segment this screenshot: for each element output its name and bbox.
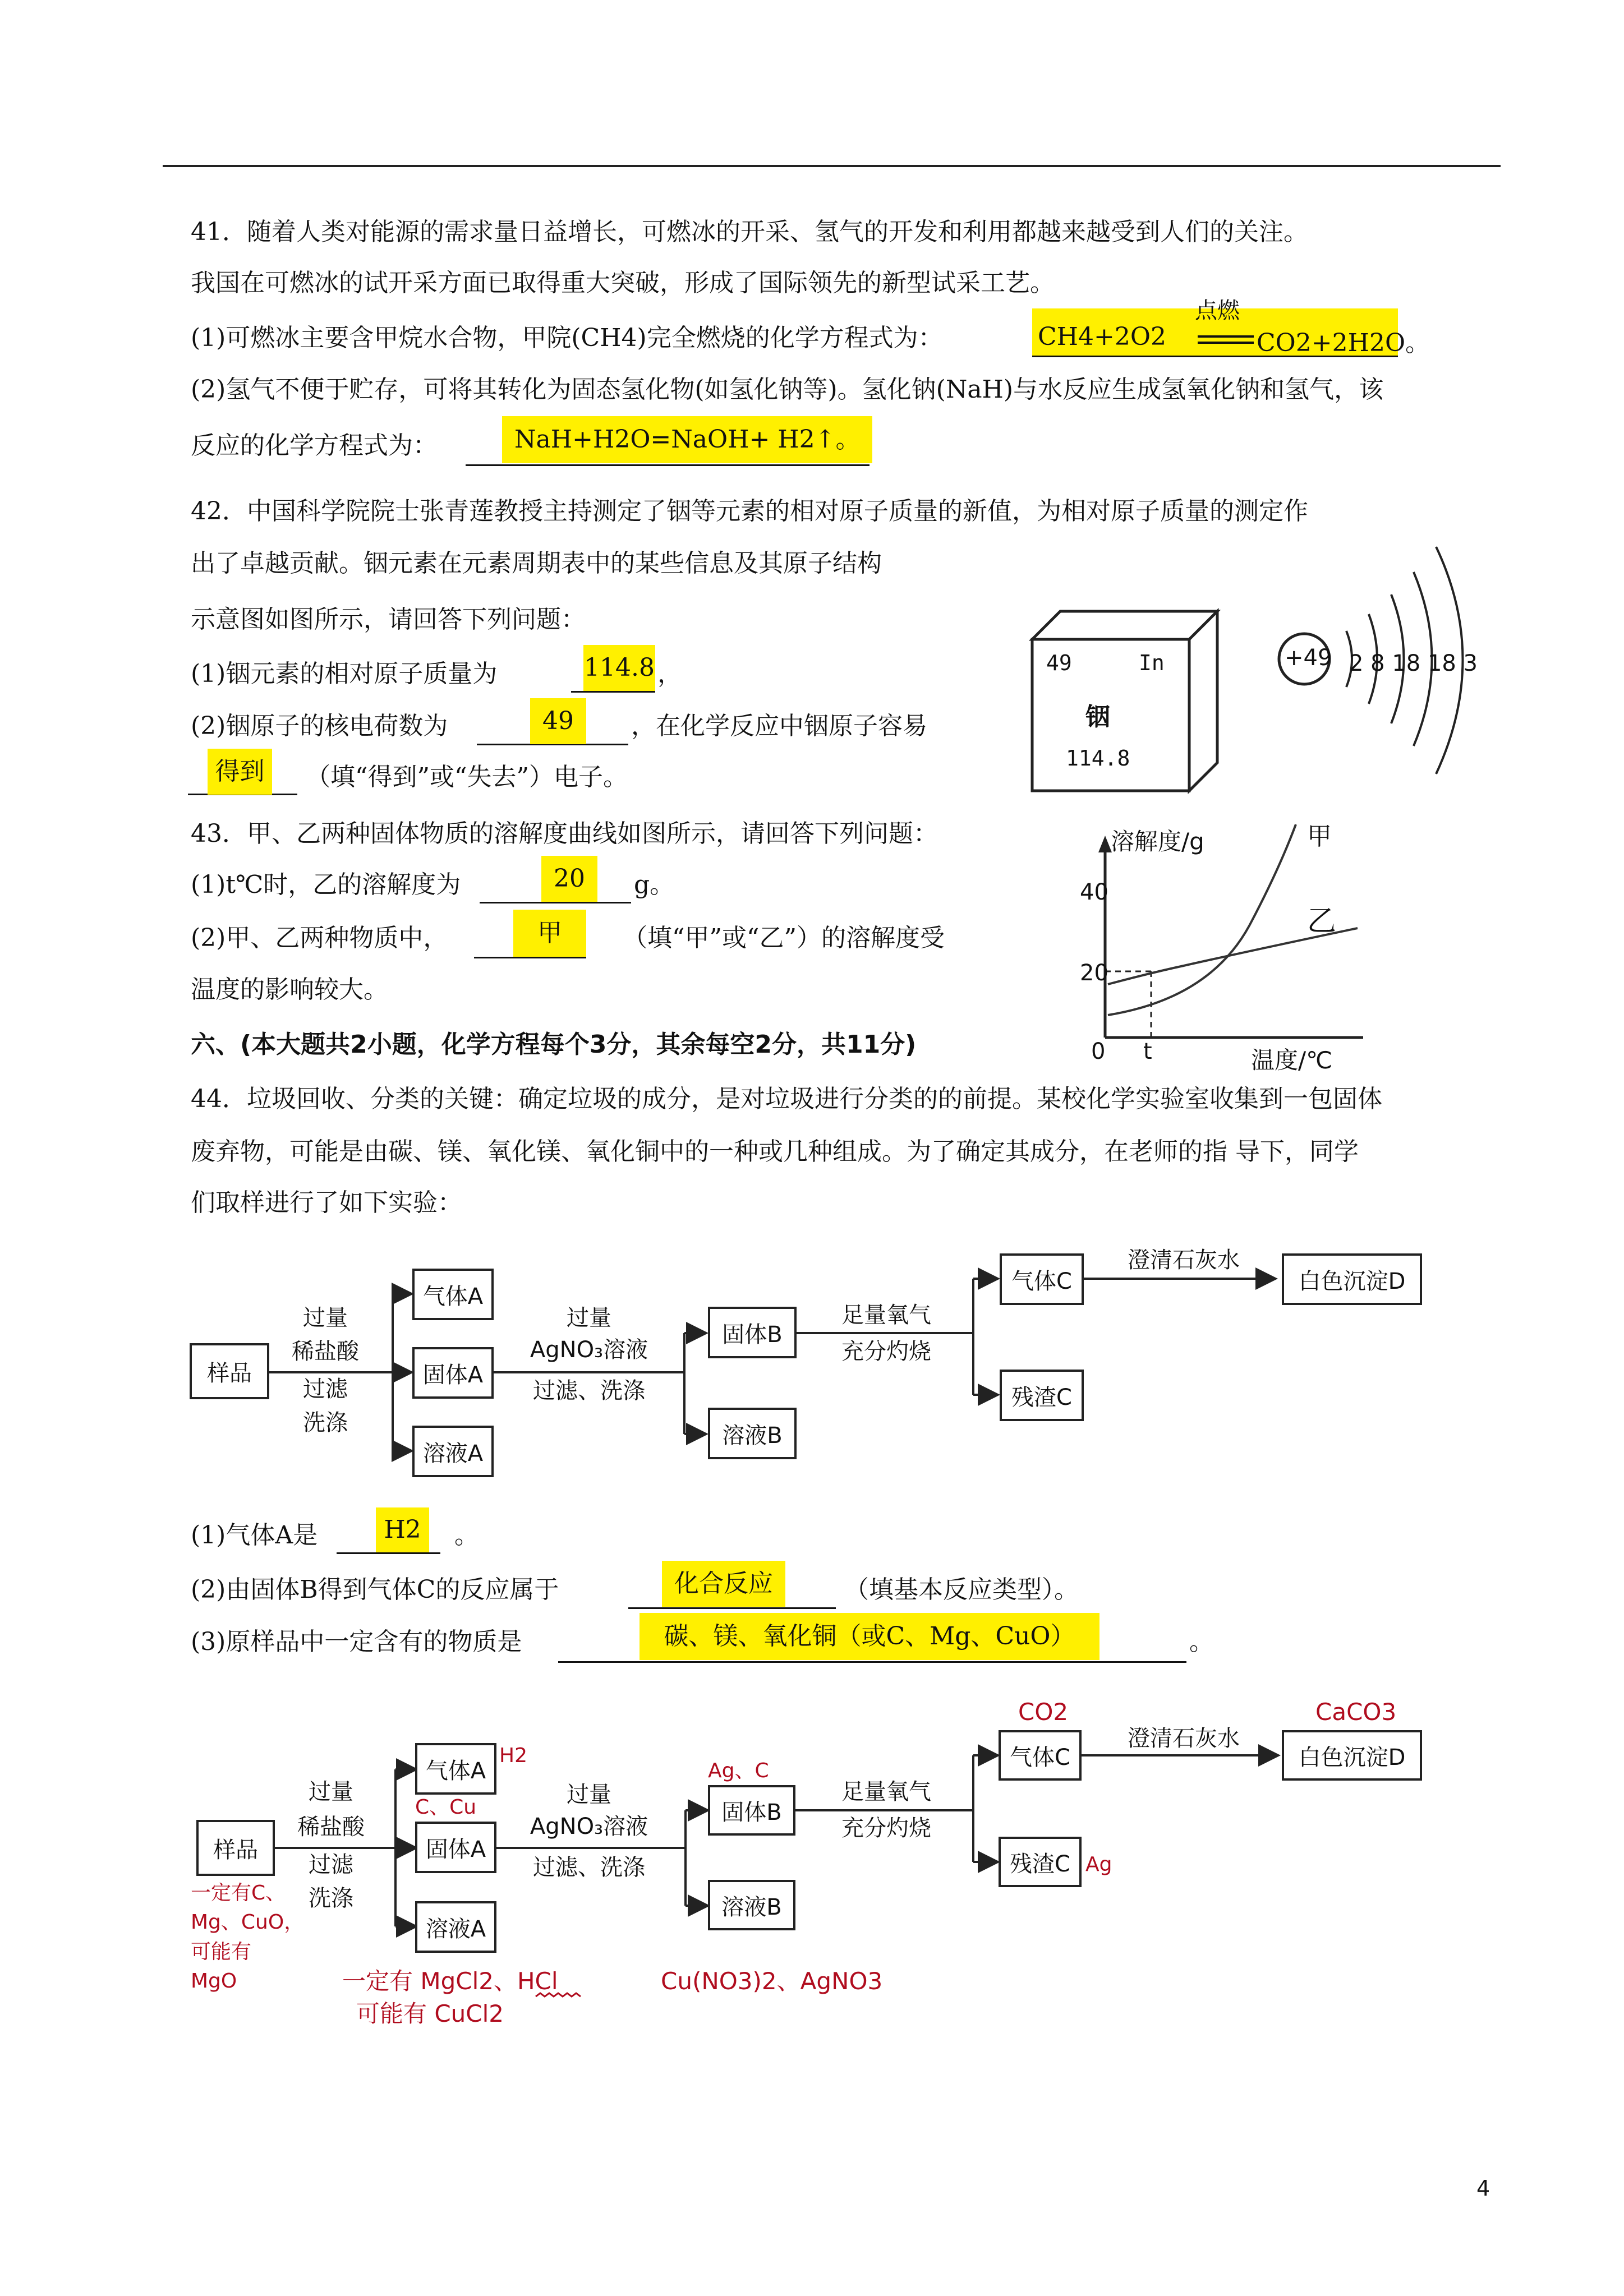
- annot-sample-note1: 一定有C、: [191, 1882, 286, 1905]
- flow2-solidA-box: 固体A: [415, 1822, 496, 1873]
- flow1-solutionB-box: 溶液B: [708, 1408, 797, 1459]
- q44-intro-line2: 废弃物，可能是由碳、镁、氧化镁、氧化铜中的一种或几种组成。为了确定其成分，在老师的指 导下，同学: [191, 1137, 1359, 1166]
- q41-part2-text: 反应的化学方程式为：: [191, 431, 438, 460]
- flow2-sample-box: 样品: [196, 1820, 275, 1876]
- flow2-step4: 澄清石灰水: [1128, 1726, 1240, 1751]
- q43-part2-text3: 温度的影响较大。: [191, 975, 388, 1004]
- element-mass: 114.8: [1066, 746, 1130, 771]
- flow1-step2-mid: AgNO₃溶液: [530, 1337, 648, 1363]
- q43-intro: 43．甲、乙两种固体物质的溶解度曲线如图所示，请回答下列问题：: [191, 819, 938, 848]
- flow2-step1-b: 洗涤: [309, 1885, 353, 1911]
- element-symbol: In: [1139, 651, 1165, 675]
- chart-ylabel: 溶解度/g: [1111, 828, 1204, 855]
- flow1-step2-bot: 过滤、洗涤: [533, 1378, 645, 1404]
- atom-shell-electrons: 2 8 18 18 3: [1349, 651, 1478, 676]
- flow1-step3-bot: 充分灼烧: [841, 1339, 931, 1364]
- flow1-solidA-box: 固体A: [412, 1347, 494, 1399]
- q42-intro-line3: 示意图如图所示，请回答下列问题：: [191, 605, 586, 634]
- flow2-solutionB-box: 溶液B: [708, 1880, 795, 1930]
- element-atomic-number: 49: [1046, 651, 1072, 675]
- q41-answer-right: CO2+2H2O。: [1257, 329, 1430, 357]
- flow1-precipitateD-box: 白色沉淀D: [1282, 1253, 1422, 1305]
- q42-part2-text2: ，在化学反应中铟原子容易: [631, 712, 927, 740]
- page-number: 4: [1476, 2176, 1490, 2201]
- q42-part1-end: ，: [657, 660, 682, 688]
- q42-part2-text3: （填“得到”或“失去”）电子。: [306, 763, 628, 791]
- q41-part2-blank: [466, 464, 869, 466]
- flow2-step1-top: 过量: [309, 1779, 353, 1805]
- q43-part2-text: (2)甲、乙两种物质中，: [191, 924, 448, 952]
- annot-ag: Ag: [1085, 1853, 1112, 1876]
- q44-part1-blank: [337, 1552, 440, 1554]
- annot-c-cu: C、Cu: [415, 1796, 477, 1819]
- flow1-gasA-box: 气体A: [412, 1269, 494, 1320]
- flow2-residueC-box: 残渣C: [999, 1837, 1082, 1887]
- q43-part1-text: (1)t℃时，乙的溶解度为: [191, 870, 461, 899]
- header-rule: [163, 165, 1501, 167]
- flow1-sample-box: 样品: [190, 1343, 269, 1399]
- q42-part2-text: (2)铟原子的核电荷数为: [191, 712, 448, 740]
- annot-caco3: CaCO3: [1315, 1698, 1397, 1726]
- flow1-residueC-box: 残渣C: [1000, 1370, 1084, 1421]
- q43-part1-unit: g。: [634, 870, 675, 899]
- flow2-step1-a: 过滤: [309, 1852, 353, 1878]
- q41-intro-line1: 41．随着人类对能源的需求量日益增长，可燃冰的开采、氢气的开发和利用都越来越受到人们的关注。: [191, 218, 1308, 246]
- q41-part2-answer: NaH+H2O=NaOH+ H2↑。: [502, 416, 872, 463]
- q44-intro-line3: 们取样进行了如下实验：: [191, 1188, 462, 1217]
- chart-tick-40: 40: [1080, 879, 1108, 905]
- flow2-solutionA-box: 溶液A: [415, 1901, 496, 1953]
- q41-equals-sign: [1198, 335, 1254, 338]
- q43-part2-answer: 甲: [513, 910, 586, 957]
- q44-intro-line1: 44．垃圾回收、分类的关键：确定垃圾的成分，是对垃圾进行分类的的前提。某校化学实验室收集到一包固体: [191, 1085, 1382, 1113]
- q41-part1: [191, 321, 943, 355]
- q44-part1-end: 。: [454, 1521, 479, 1550]
- flow1-step1-mid: 稀盐酸: [292, 1339, 359, 1364]
- chart-origin: 0: [1091, 1039, 1106, 1064]
- annot-h2: H2: [499, 1744, 527, 1767]
- q44-part3-end: 。: [1189, 1628, 1214, 1656]
- q42-intro-line2: 出了卓越贡献。铟元素在元素周期表中的某些信息及其原子结构: [191, 549, 882, 578]
- annot-sample-note4: MgO: [191, 1970, 237, 1993]
- flow2-step2-top: 过量: [567, 1782, 611, 1808]
- chart-tick-t: t: [1143, 1039, 1152, 1064]
- q44-part1-text: (1)气体A是: [191, 1521, 318, 1550]
- flow1-step4: 澄清石灰水: [1128, 1247, 1240, 1273]
- q44-part2-answer: 化合反应: [662, 1561, 785, 1607]
- q44-part2-end: （填基本反应类型）。: [844, 1575, 1079, 1604]
- flow1-step1-b: 洗涤: [303, 1410, 348, 1436]
- annot-sample-note3: 可能有: [191, 1940, 252, 1963]
- q44-part3-text: (3)原样品中一定含有的物质是: [191, 1628, 522, 1656]
- flow2-solidB-box: 固体B: [708, 1785, 795, 1836]
- q41-part1-text: (1)可燃冰主要含甲烷水合物，甲院(CH4)完全燃烧的化学方程式为：: [191, 324, 943, 352]
- q43-part1-blank: [480, 902, 631, 903]
- q41-part2-line1: (2)氢气不便于贮存，可将其转化为固态氢化物(如氢化钠等)。氢化钠(NaH)与水反应生成氢氧化钠和氢气，该: [191, 375, 1384, 404]
- annot-co2: CO2: [1018, 1698, 1069, 1726]
- flow2-precipitateD-box: 白色沉淀D: [1282, 1730, 1422, 1781]
- section6-title: 六、(本大题共2小题，化学方程每个3分，其余每空2分，共11分): [191, 1030, 917, 1059]
- q41-answer-left: CH4+2O2: [1038, 322, 1166, 351]
- q42-part2-answer2: 得到: [208, 749, 272, 795]
- flow2-gasC-box: 气体C: [999, 1730, 1082, 1781]
- q44-part3-answer: 碳、镁、氧化铜（或C、Mg、CuO）: [640, 1613, 1099, 1660]
- flow2-step3-bot: 充分灼烧: [841, 1815, 931, 1841]
- flow2-step2-mid: AgNO₃溶液: [530, 1814, 648, 1839]
- flow1-step3-top: 足量氧气: [841, 1302, 931, 1328]
- q44-part1-answer: H2: [376, 1507, 429, 1552]
- q41-reaction-condition: 点燃: [1195, 298, 1240, 324]
- q43-part1-answer: 20: [541, 856, 597, 902]
- annot-solutionA-note2: 可能有 CuCl2: [356, 2000, 504, 2027]
- q41-equals-sign2: [1198, 342, 1254, 344]
- element-name: 铟: [1085, 703, 1110, 731]
- chart-tick-20: 20: [1080, 960, 1108, 986]
- q44-part2-blank: [628, 1607, 836, 1609]
- flow1-step2-top: 过量: [567, 1305, 611, 1331]
- q41-intro-line2: 我国在可燃冰的试开采方面已取得重大突破，形成了国际领先的新型试采工艺。: [191, 269, 1055, 297]
- annot-ag-c: Ag、C: [708, 1759, 769, 1782]
- q43-part2-text2: （填“甲”或“乙”）的溶解度受: [623, 924, 945, 952]
- flow1-solidB-box: 固体B: [708, 1307, 797, 1358]
- chart-series-yi-label: 乙: [1307, 905, 1337, 938]
- q42-part2-answer: 49: [530, 698, 586, 744]
- atom-nucleus-charge: +49: [1285, 645, 1332, 671]
- q44-part3-blank: [558, 1661, 1186, 1663]
- q43-part2-blank: [474, 957, 586, 958]
- chart-series-jia-label: 甲: [1307, 822, 1332, 851]
- q42-part1-answer: 114.8: [583, 645, 655, 691]
- q44-part2-text: (2)由固体B得到气体C的反应属于: [191, 1575, 559, 1604]
- flow1-gasC-box: 气体C: [1000, 1253, 1084, 1305]
- q42-intro-line1: 42．中国科学院院士张青莲教授主持测定了铟等元素的相对原子质量的新值，为相对原子质量的测定作: [191, 497, 1308, 525]
- flow2-gasA-box: 气体A: [415, 1743, 496, 1795]
- q42-part1-text: (1)铟元素的相对原子质量为: [191, 660, 498, 688]
- flow1-solutionA-box: 溶液A: [412, 1426, 494, 1477]
- q42-part1-blank: [571, 691, 655, 693]
- annot-sample-note2: Mg、CuO，: [191, 1911, 305, 1934]
- annot-solutionA-note1: 一定有 MgCl2、HCl: [342, 1967, 558, 1995]
- flow2-step2-bot: 过滤、洗涤: [533, 1855, 645, 1880]
- flow1-step1-top: 过量: [303, 1305, 348, 1331]
- flow2-step3-top: 足量氧气: [841, 1779, 931, 1805]
- annot-solutionB-note: Cu(NO3)2、AgNO3: [661, 1967, 883, 1995]
- flow2-step1-mid: 稀盐酸: [297, 1814, 365, 1840]
- flow1-step1-a: 过滤: [303, 1376, 348, 1402]
- chart-xlabel: 温度/℃: [1251, 1046, 1333, 1074]
